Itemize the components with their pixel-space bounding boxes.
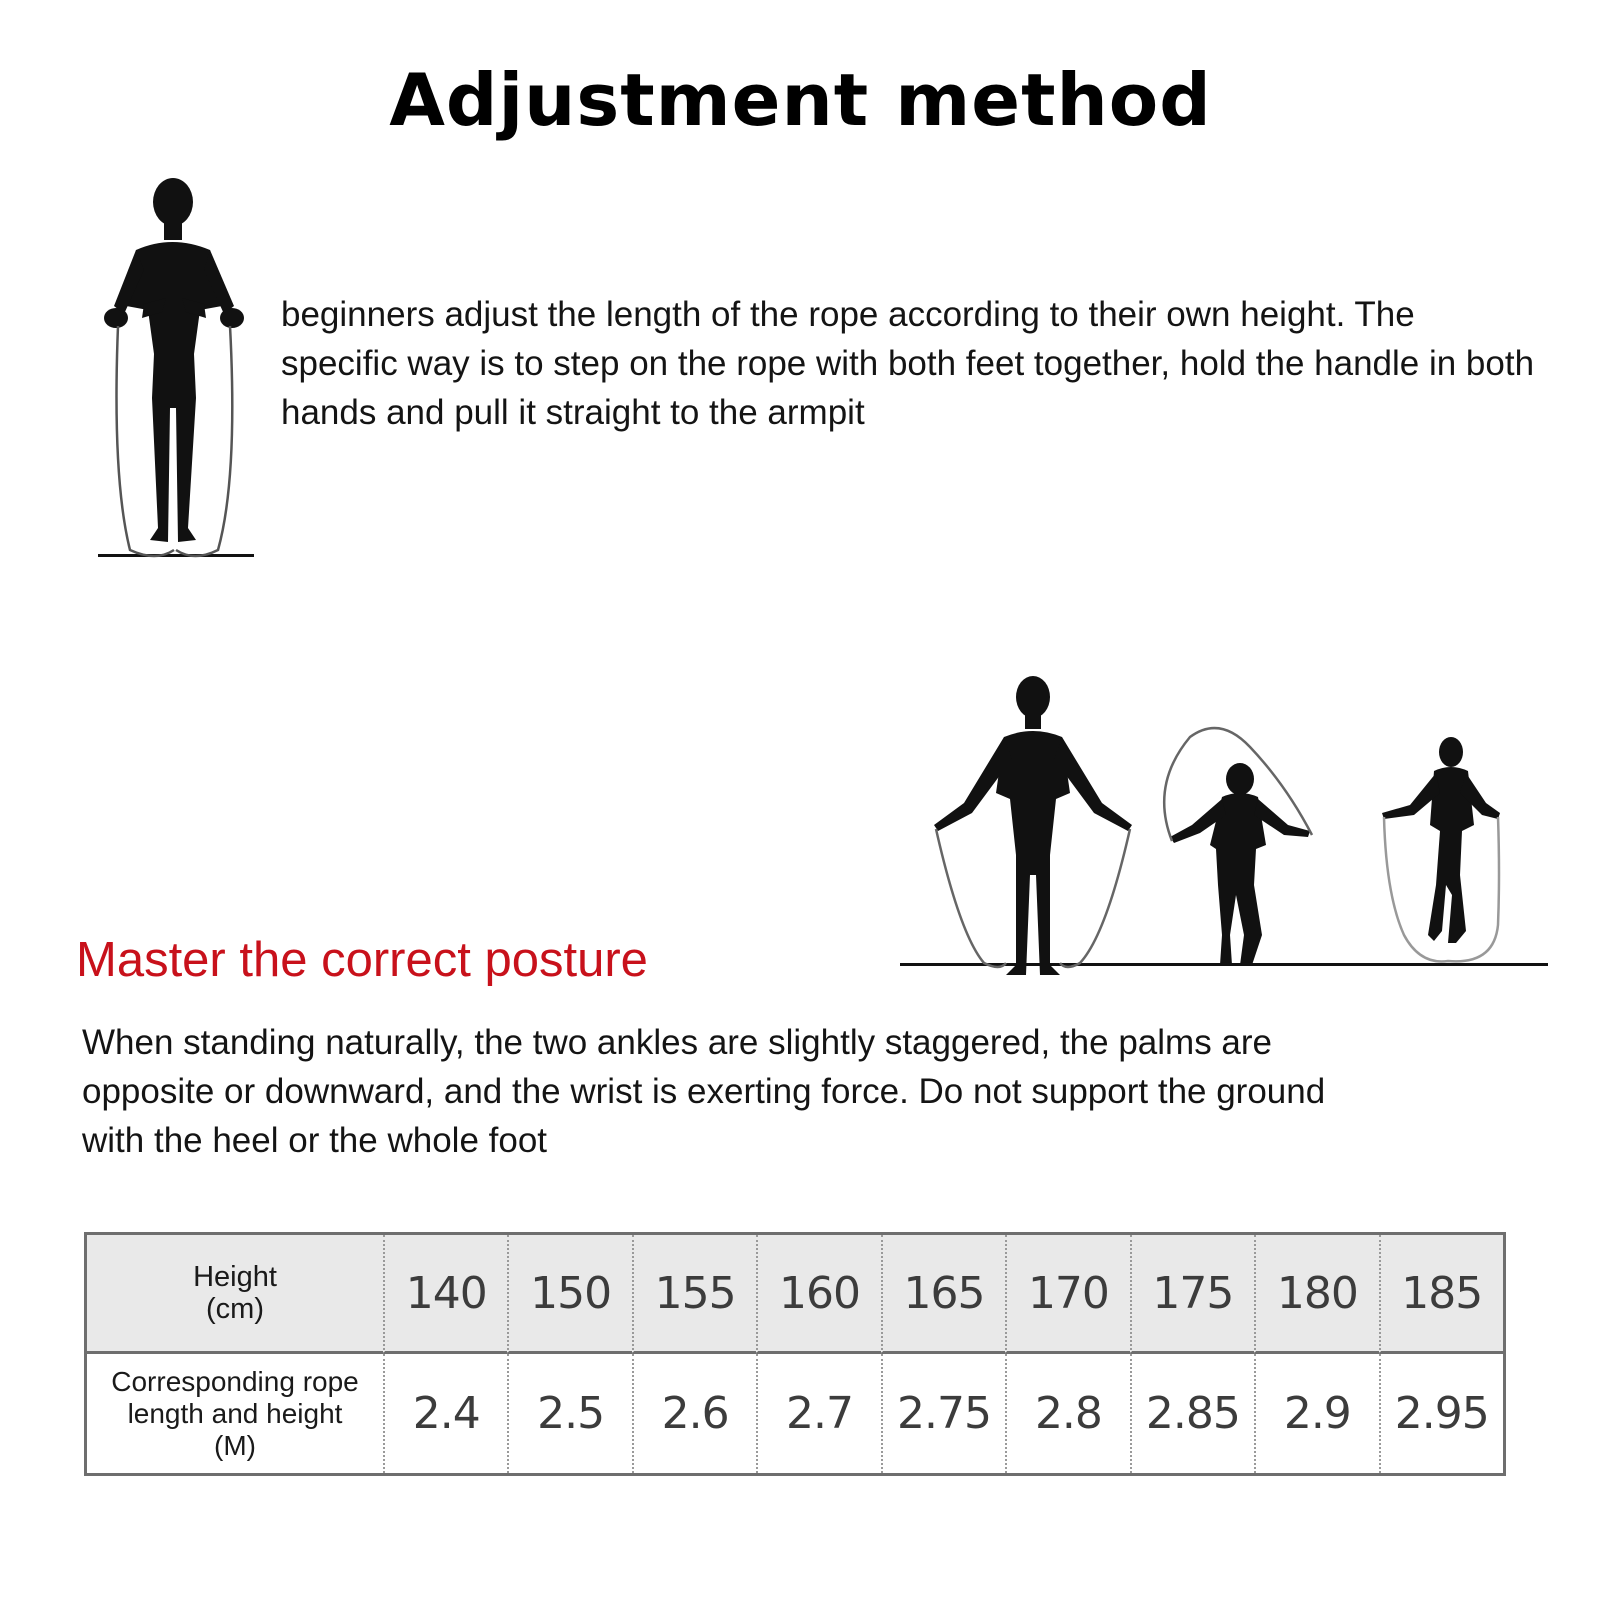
posture-heading: Master the correct posture <box>76 933 648 987</box>
height-cell: 140 <box>383 1235 507 1354</box>
rope-length-cell: 2.85 <box>1130 1354 1254 1473</box>
rope-length-cell: 2.8 <box>1005 1354 1129 1473</box>
height-cell: 170 <box>1005 1235 1129 1354</box>
page-title: Adjustment method <box>389 58 1212 142</box>
rope-length-cell: 2.6 <box>632 1354 756 1473</box>
height-cell: 155 <box>632 1235 756 1354</box>
rope-length-cell: 2.5 <box>507 1354 631 1473</box>
height-cell: 160 <box>756 1235 880 1354</box>
person-standing-on-rope-icon <box>96 178 256 570</box>
height-cell: 180 <box>1254 1235 1378 1354</box>
rope-length-cell: 2.7 <box>756 1354 880 1473</box>
intro-paragraph: beginners adjust the length of the rope according to their own height. The specific way is to step on the rope with both feet together, hold the handle in both hands and pull it straight to the armpit <box>281 295 1535 432</box>
height-row-header: Height (cm) <box>87 1235 383 1354</box>
rope-length-cell: 2.75 <box>881 1354 1005 1473</box>
people-jumping-rope-icon <box>900 675 1590 1000</box>
rope-length-cell: 2.9 <box>1254 1354 1378 1473</box>
height-cell: 185 <box>1379 1235 1503 1354</box>
height-cell: 175 <box>1130 1235 1254 1354</box>
height-cell: 165 <box>881 1235 1005 1354</box>
rope-length-cell: 2.95 <box>1379 1354 1503 1473</box>
rope-length-table <box>84 1232 1506 1476</box>
height-cell: 150 <box>507 1235 631 1354</box>
posture-paragraph: When standing naturally, the two ankles are slightly staggered, the palms are opposite or downward, and the wrist is exerting force. Do not support the ground with the heel or the whole foot <box>82 1023 1326 1160</box>
rope-length-row-header: Corresponding rope length and height (M) <box>87 1354 383 1473</box>
rope-length-cell: 2.4 <box>383 1354 507 1473</box>
